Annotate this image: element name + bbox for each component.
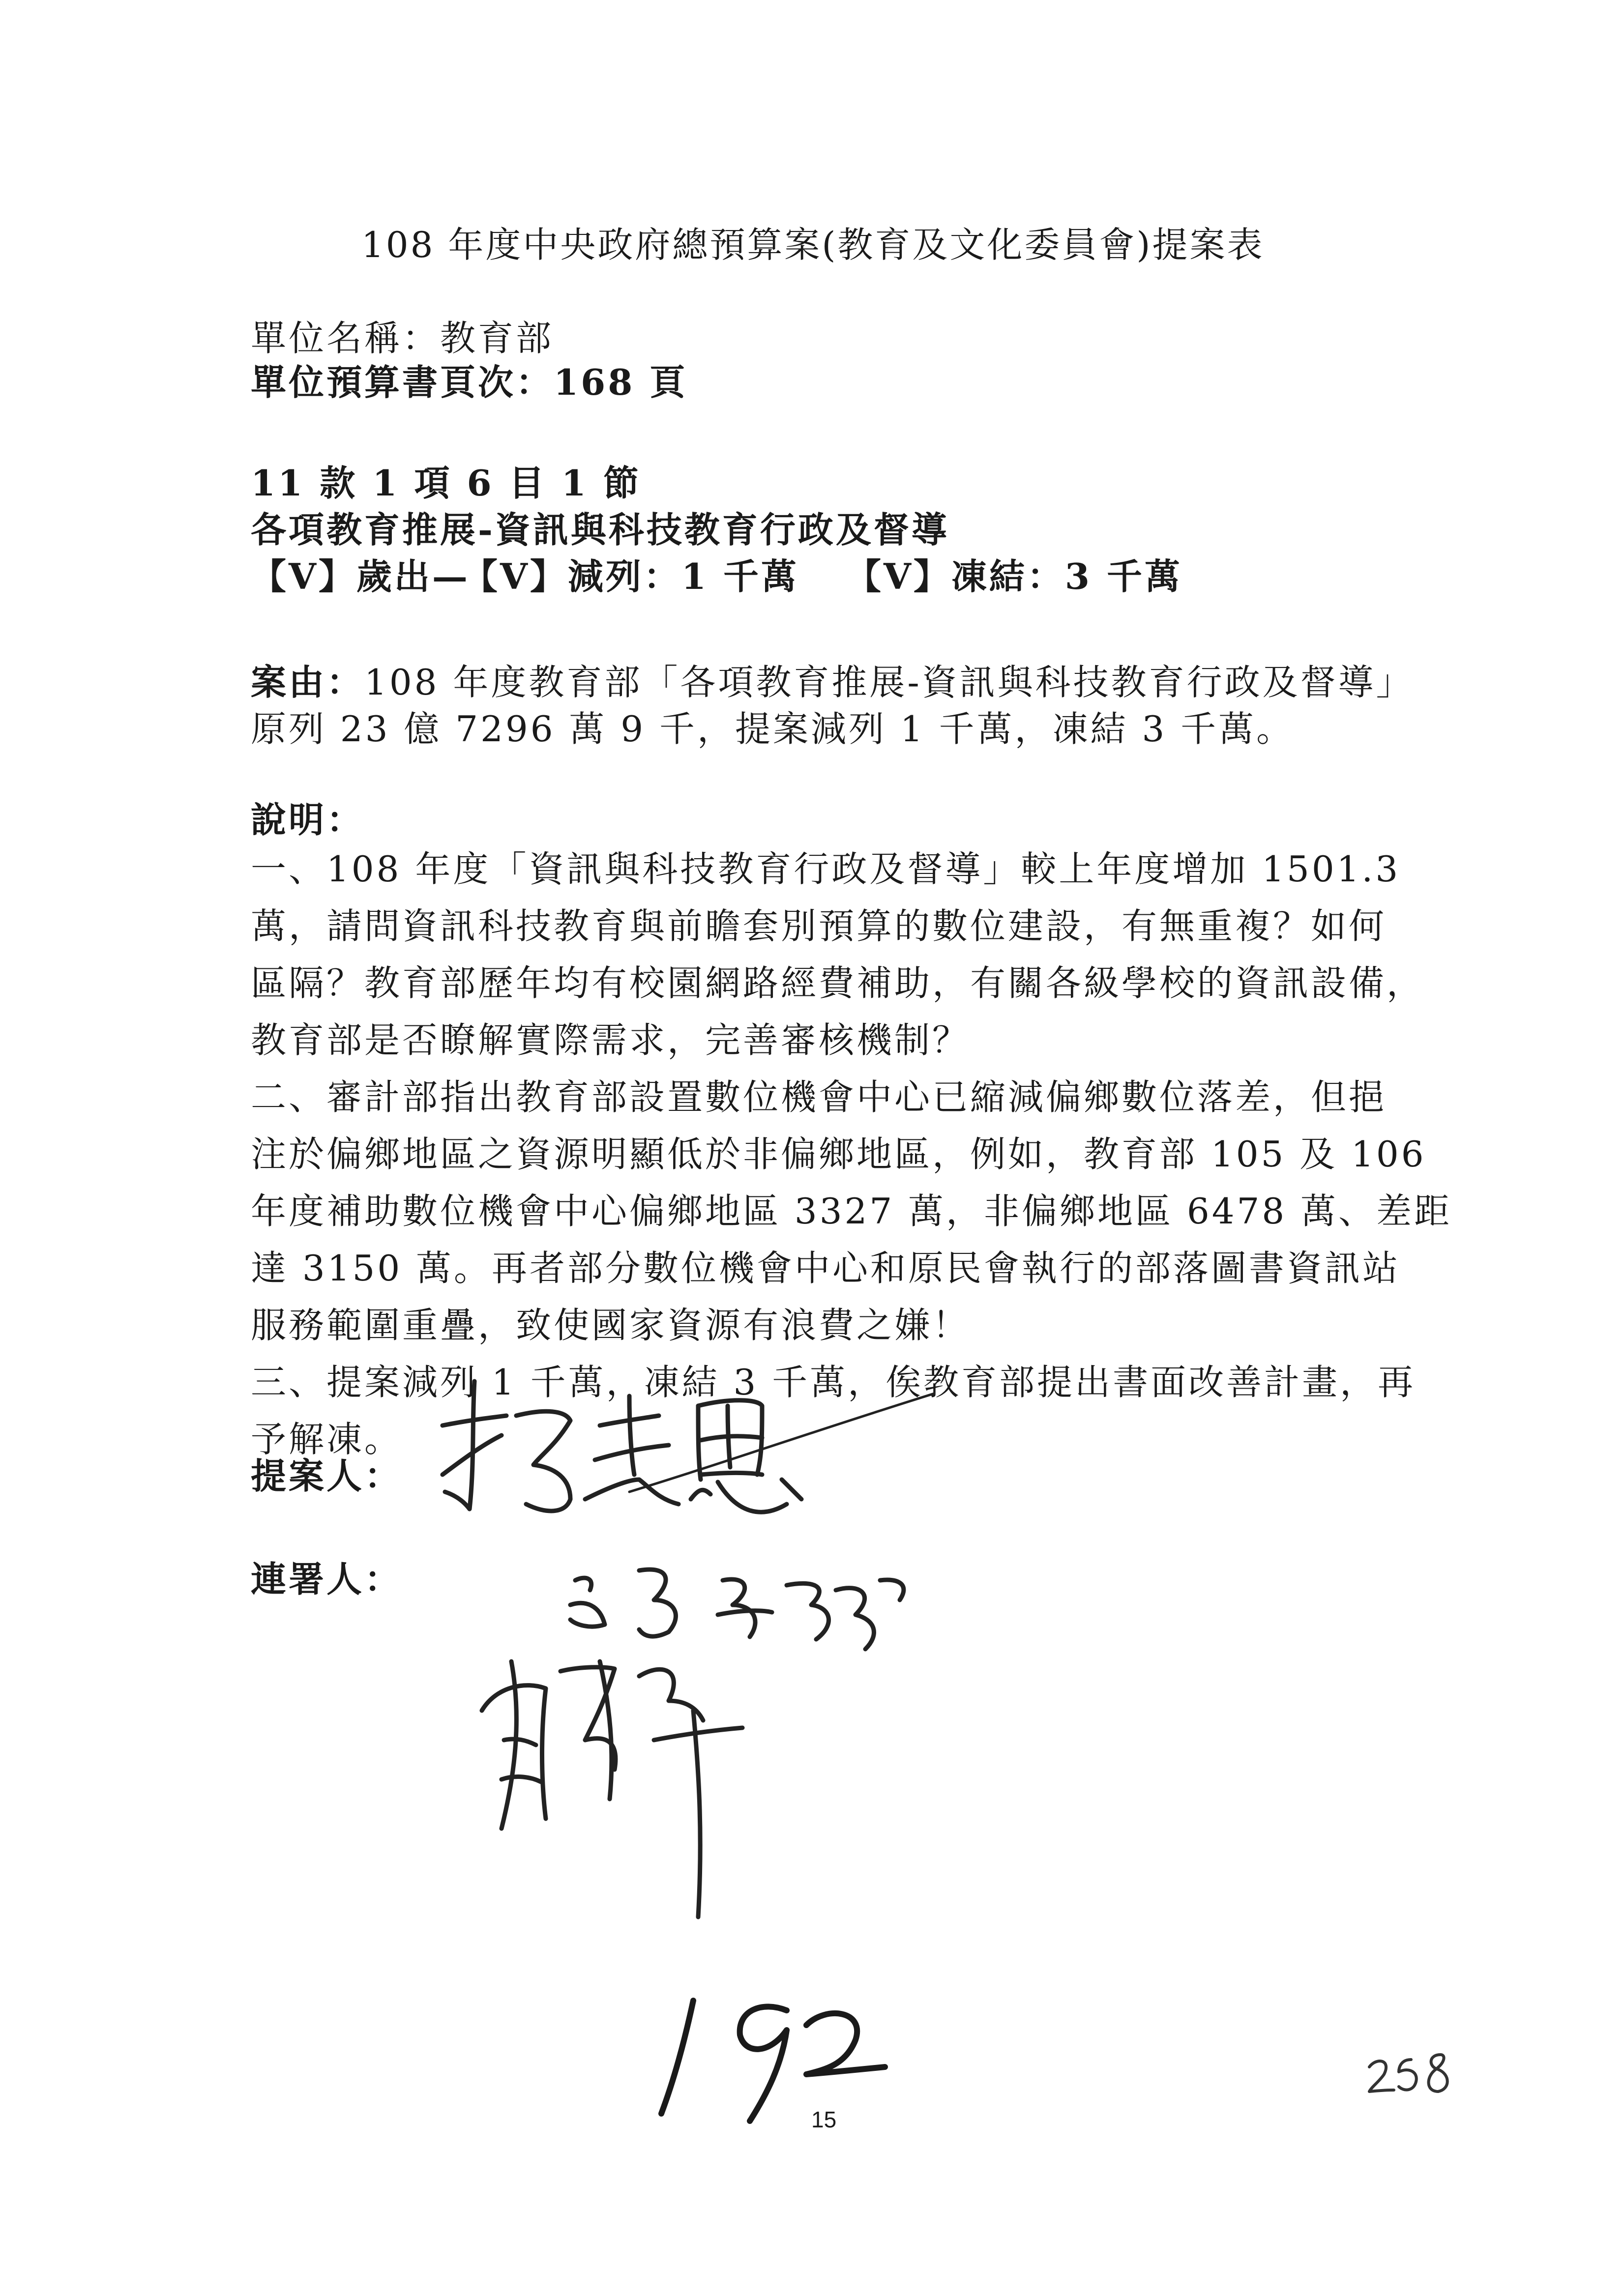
- explanation-line: 區隔？教育部歷年均有校園網路經費補助，有關各級學校的資訊設備，: [251, 962, 1425, 1004]
- explanation-line: 年度補助數位機會中心偏鄉地區 3327 萬，非偏鄉地區 6478 萬、差距: [251, 1191, 1452, 1232]
- handwritten-corner-number: [1362, 2045, 1460, 2099]
- document-title: 108 年度中央政府總預算案(教育及文化委員會)提案表: [361, 224, 1265, 265]
- explanation-line: 一、108 年度「資訊與科技教育行政及督導」較上年度增加 1501.3: [251, 848, 1401, 890]
- explanation-line: 達 3150 萬。再者部分數位機會中心和原民會執行的部落圖書資訊站: [251, 1248, 1401, 1289]
- reason-label: 案由：: [251, 661, 365, 703]
- explanation-line: 萬，請問資訊科技教育與前瞻套別預算的數位建設，有無重複？如何: [251, 905, 1387, 947]
- action-freeze: 【V】凍結：3 千萬: [846, 555, 1183, 597]
- cosigner-signature-2: [467, 1642, 811, 1947]
- reason-line-2: 原列 23 億 7296 萬 9 千，提案減列 1 千萬，凍結 3 千萬。: [251, 708, 1295, 750]
- explanation-line: 服務範圍重疊，致使國家資源有浪費之嫌！: [251, 1305, 971, 1346]
- explanation-line: 二、審計部指出教育部設置數位機會中心已縮減偏鄉數位落差，但挹: [251, 1076, 1387, 1118]
- explanation-line: 注於偏鄉地區之資源明顯低於非偏鄉地區，例如，教育部 105 及 106: [251, 1133, 1426, 1175]
- unit-name: 單位名稱：教育部: [251, 318, 554, 359]
- section-code: 11 款 1 項 6 目 1 節: [251, 462, 641, 504]
- explanation-line: 教育部是否瞭解實際需求，完善審核機制？: [251, 1019, 971, 1061]
- explanation-line: 三、提案減列 1 千萬，凍結 3 千萬，俟教育部提出書面改善計畫，再: [251, 1362, 1416, 1403]
- page-number: 15: [811, 2107, 837, 2132]
- budget-page: 單位預算書頁次：168 頁: [251, 361, 688, 403]
- reason-line-1: [251, 654, 1414, 705]
- reason-text-1: 108 年度教育部「各項教育推展-資訊與科技教育行政及督導」: [364, 662, 1414, 703]
- item-name: 各項教育推展-資訊與科技教育行政及督導: [251, 509, 949, 551]
- handwritten-number: [639, 1981, 895, 2128]
- explanation-label: 說明：: [251, 799, 365, 841]
- action-expense: 【V】歲出—: [251, 555, 470, 597]
- proposer-signature: [423, 1352, 944, 1539]
- explanation-line: 予解凍。: [251, 1419, 403, 1460]
- cosigner-label: 連署人：: [251, 1558, 403, 1600]
- proposer-label: 提案人：: [251, 1455, 403, 1497]
- action-reduce: 【V】減列：1 千萬: [462, 555, 799, 597]
